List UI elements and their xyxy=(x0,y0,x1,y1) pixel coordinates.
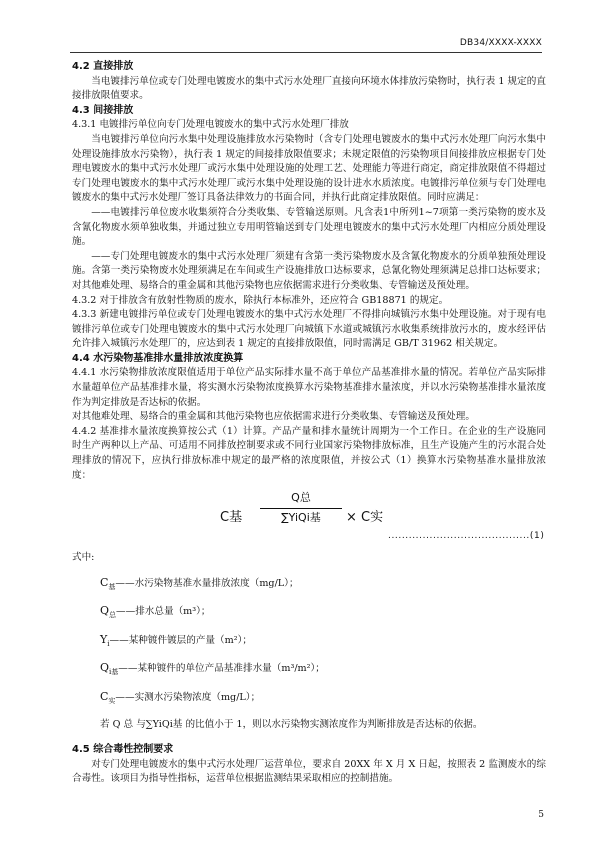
formula-number: .........................................(1) xyxy=(388,531,545,542)
definition-text: ——排水总量（m³）； xyxy=(116,606,211,618)
definition-symbol: Q xyxy=(100,661,110,675)
section-heading-4-2: 4.2 直接排放 xyxy=(72,61,134,72)
definition-text: ——某种镀件镀层的产量（m²）； xyxy=(109,634,252,646)
formula-1 xyxy=(72,489,546,551)
header-rule xyxy=(70,52,542,53)
subsection-4-4-2: 4.4.2 基准排水量浓度换算按公式（1）计算。产品产量和排水量统计周期为一个工作日。在企业的生产设施同时生产两种以上产品、可适用不同排放控制要求或不同行业国家污染物排放标准，且生产设施产生的污水混合处理排放的情况下，应执行排放标准中规定的最严格的浓度限值，并按公式（1）换算水污染物基准水量排放浓度： xyxy=(72,425,546,481)
definition-text: ——某种镀件的单位产品基准排水量（m³/m²）； xyxy=(118,663,325,675)
definition-note: 若 Q 总 与∑YiQi基 的比值小于 1，则以水污染物实测浓度作为判断排放是否达标的依据。 xyxy=(100,719,483,731)
formula-denominator: ∑YiQi基 xyxy=(281,510,321,524)
paragraph: ——专门处理电镀废水的集中式污水处理厂须建有含第一类污染物废水及含氰化物废水的分质单独预处理设施。含第一类污染物废水处理须满足在车间或生产设施排放口达标要求，总氰化物处理须满足总排口达标要求；对其他难处理、易络合的重金属和其他污染物也应依据需求进行分类收集、专管输送及预处理。 xyxy=(72,250,546,291)
formula-rhs-group xyxy=(346,511,383,526)
definition-symbol: C xyxy=(100,689,109,703)
section-heading-4-4: 4.4 水污染物基准排水量排放浓度换算 xyxy=(72,352,244,364)
paragraph: 当电镀排污单位或专门处理电镀废水的集中式污水处理厂直接向环境水体排放污染物时，执行表 1 规定的直接排放限值要求。 xyxy=(72,75,546,102)
subsection-4-3-1: 4.3.1 电镀排污单位向专门处理电镀废水的集中式污水处理厂排放 xyxy=(72,119,349,131)
formula-lhs: C基 xyxy=(220,510,243,526)
page-content xyxy=(72,60,546,787)
formula-times: × xyxy=(346,510,357,526)
subsection-4-4-1: 4.4.1 水污染物排放浓度限值适用于单位产品实际排水量不高于单位产品基准排水量的情况。若单位产品实际排水量超单位产品基准排水量，将实测水污染物浓度换算水污染物基准排水量浓度，并以水污染物基准排水量浓度作为判定排放是否达标的依据。 xyxy=(72,367,546,408)
definition-item xyxy=(100,690,546,709)
definition-item xyxy=(100,604,546,623)
formula-fraction xyxy=(260,491,342,525)
definition-item xyxy=(100,633,546,652)
formula-numerator: Q总 xyxy=(260,491,342,509)
paragraph: 对专门处理电镀废水的集中式污水处理厂运营单位，要求自 20XX 年 X 月 X 日起，按照表 2 监测废水的综合毒性。该项目为指导性指标，运营单位根据监测结果采取相应的控制措施。 xyxy=(72,758,546,785)
definition-item xyxy=(100,576,546,595)
definition-text: ——实测水污染物浓度（mg/L）； xyxy=(115,691,261,703)
definition-subscript: 总 xyxy=(109,611,117,620)
paragraph: 当电镀排污单位向污水集中处理设施排放水污染物时（含专门处理电镀废水的集中式污水处理厂向污水集中处理设施排放水污染物），执行表 1 规定的间接排放限值要求；未规定限值的污染物项目间接排放应根据专门处理电镀废水的集中式污水处理厂或污水集中处理设施的处理工艺、处理能力等进行商定，商定排放限值不得超过专门处理电镀废水的集中式污水处理厂或污水集中处理设施的设计进水水质浓度。电镀排污单位须与专门处理电镀废水的集中式污水处理厂签订具备法律效力的书面合同，并执行此商定排放限值。同时应满足： xyxy=(72,133,546,204)
section-heading-4-3: 4.3 间接排放 xyxy=(72,104,134,116)
paragraph: 对其他难处理、易络合的重金属和其他污染物也应依据需求进行分类收集、专管输送及预处理。 xyxy=(72,411,475,423)
formula-definitions xyxy=(100,576,546,733)
definition-symbol: Y xyxy=(100,632,108,646)
subsection-4-3-3: 4.3.3 新建电镀排污单位或专门处理电镀废水的集中式污水处理厂不得排向城镇污水集中处理设施。对于现有电镀排污单位或专门处理电镀废水的集中式污水处理厂向城镇下水道或城镇污水收集系统排放污水的，废水经评估允许排入城镇污水处理厂的，应达到表 1 规定的直接排放限值，同时需满足 GB/T 31962 相关规定。 xyxy=(72,309,546,350)
definition-subscript: i基 xyxy=(109,668,119,677)
subsection-4-3-2: 4.3.2 对于排放含有放射性物质的废水，除执行本标准外，还应符合 GB18871 的规定。 xyxy=(72,294,449,306)
definition-symbol: C xyxy=(100,575,109,589)
definition-subscript: 实 xyxy=(108,696,116,705)
definition-subscript: i xyxy=(107,639,110,648)
paragraph: ——电镀排污单位废水收集须符合分类收集、专管输送原则。凡含表1中所列1~7项第一类污染物的废水及含氰化物废水须单独收集，并通过独立专用明管输送到专门处理电镀废水的集中式污水处理厂内相应分质处理设施。 xyxy=(72,206,546,248)
definition-text: ——水污染物基准水量排放浓度（mg/L）； xyxy=(115,577,299,589)
formula-where-label: 式中: xyxy=(72,552,95,564)
definition-subscript: 基 xyxy=(108,582,116,591)
definition-item xyxy=(100,661,546,680)
definition-symbol: Q xyxy=(100,604,110,618)
page-number: 5 xyxy=(538,810,544,820)
formula-rhs: C实 xyxy=(361,510,384,526)
document-number: DB34/XXXX-XXXX xyxy=(459,38,542,48)
section-heading-4-5: 4.5 综合毒性控制要求 xyxy=(72,743,174,755)
